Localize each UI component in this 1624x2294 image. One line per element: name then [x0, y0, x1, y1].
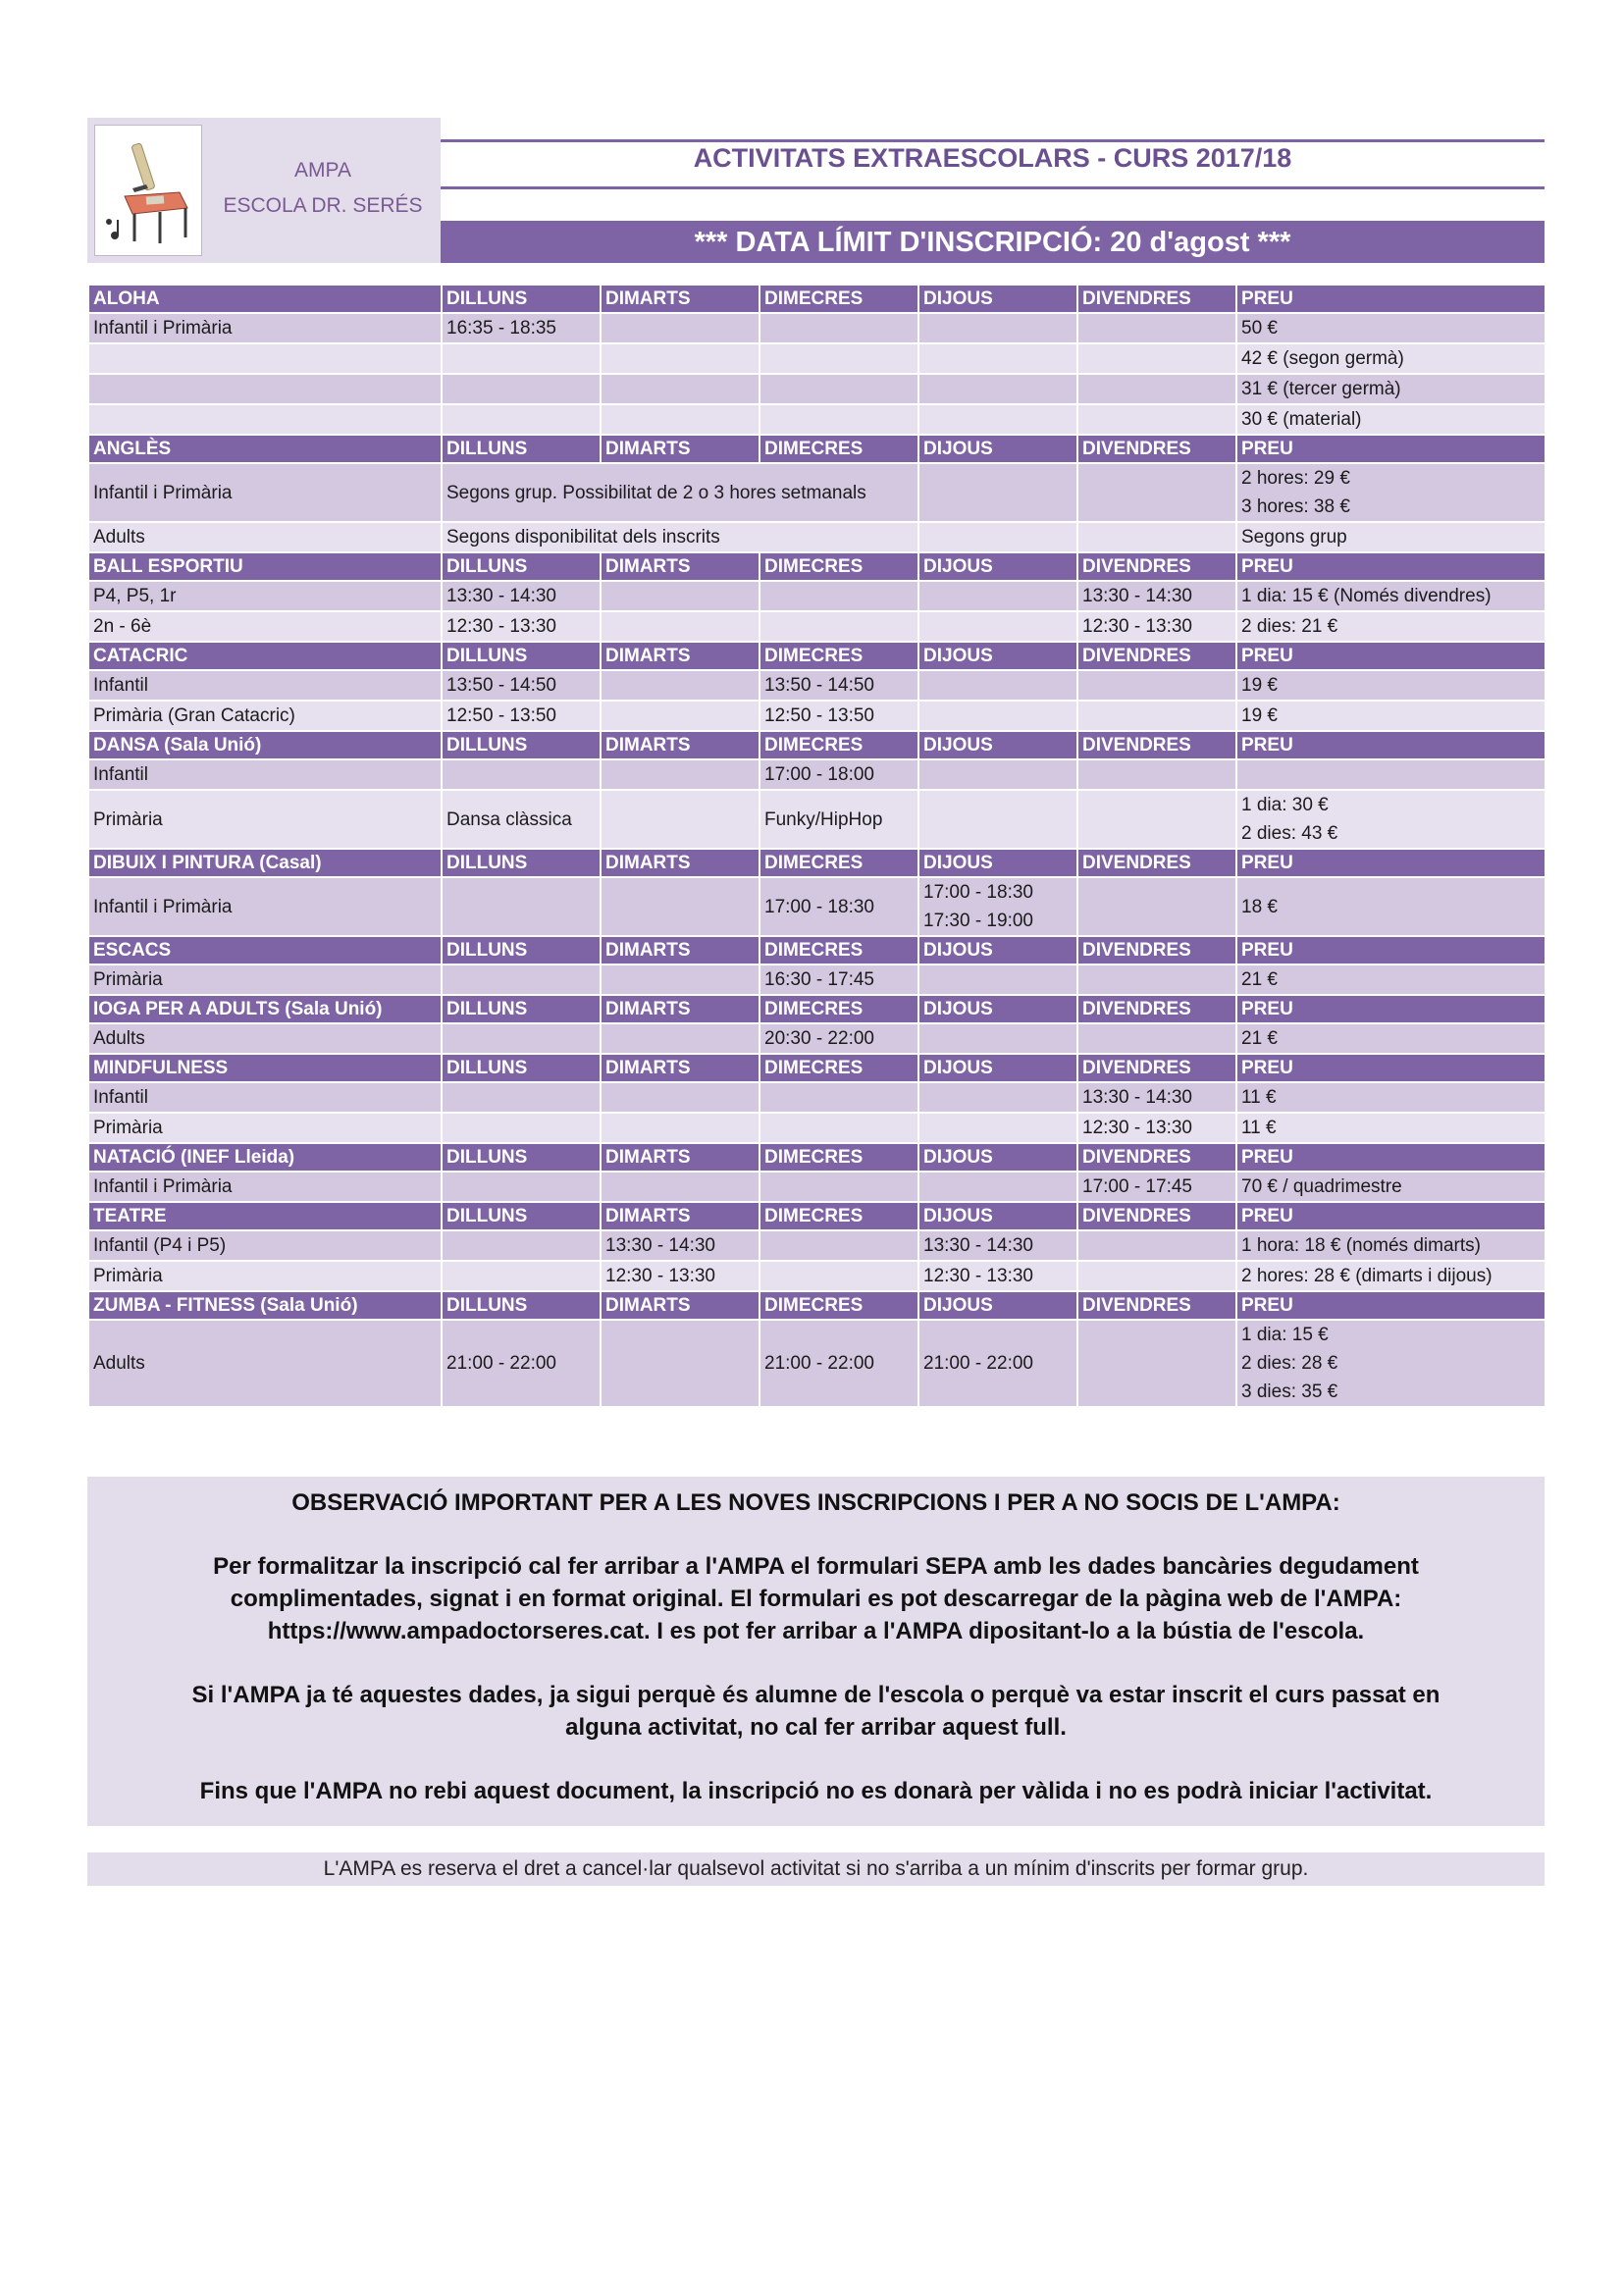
day-cell: 13:30 - 14:30 [1077, 581, 1236, 611]
price-cell [1236, 759, 1545, 790]
day-cell [601, 1113, 760, 1143]
day-cell [601, 581, 760, 611]
day-cell [760, 581, 918, 611]
day-cell [601, 670, 760, 701]
day-cell: 16:30 - 17:45 [760, 965, 918, 995]
schedule-note-cell: Segons disponibilitat dels inscrits [442, 522, 918, 552]
schedule-row [88, 701, 1545, 731]
day-header: DIMECRES [760, 642, 918, 670]
day-cell [601, 611, 760, 642]
notice-p1-line3: https://www.ampadoctorseres.cat. I es pot fer arribar a l'AMPA dipositant-lo a la bústia de l'escola. [267, 1618, 1365, 1644]
schedule-row [88, 1230, 1545, 1261]
day-cell [601, 965, 760, 995]
school-logo [94, 125, 202, 256]
day-cell [1077, 790, 1236, 849]
day-header: DIMARTS [601, 285, 760, 313]
day-header: DIMECRES [760, 995, 918, 1023]
day-header: DIJOUS [918, 1054, 1077, 1082]
day-header: DIJOUS [918, 849, 1077, 877]
schedule-row [88, 759, 1545, 790]
day-cell [1077, 374, 1236, 404]
day-cell [442, 343, 601, 374]
price-cell: 19 € [1236, 701, 1545, 731]
day-cell: 12:30 - 13:30 [442, 611, 601, 642]
day-cell [918, 313, 1077, 343]
day-header: DIMECRES [760, 552, 918, 581]
day-cell [1077, 1023, 1236, 1054]
day-cell [442, 965, 601, 995]
day-cell [918, 701, 1077, 731]
day-cell [601, 759, 760, 790]
schedule-row [88, 1320, 1545, 1407]
price-cell [1236, 790, 1545, 849]
activity-header-row [88, 1054, 1545, 1082]
day-header: DIJOUS [918, 285, 1077, 313]
day-cell: 12:30 - 13:30 [1077, 611, 1236, 642]
day-header: DIMECRES [760, 435, 918, 463]
activity-header-row [88, 995, 1545, 1023]
day-header: DIJOUS [918, 435, 1077, 463]
day-cell [760, 313, 918, 343]
group-cell: Infantil i Primària [88, 463, 442, 522]
page-header [87, 118, 1545, 263]
day-cell: 20:30 - 22:00 [760, 1023, 918, 1054]
day-cell [918, 1113, 1077, 1143]
day-cell [601, 1172, 760, 1202]
day-cell [918, 611, 1077, 642]
day-cell: 12:30 - 13:30 [601, 1261, 760, 1291]
day-cell [442, 1023, 601, 1054]
day-header: DIVENDRES [1077, 285, 1236, 313]
day-cell [760, 1113, 918, 1143]
activity-name: TEATRE [88, 1202, 442, 1230]
day-cell [601, 790, 760, 849]
activity-header-row [88, 552, 1545, 581]
day-cell: 21:00 - 22:00 [442, 1320, 601, 1407]
day-cell: 17:00 - 18:00 [760, 759, 918, 790]
day-header: DIMECRES [760, 285, 918, 313]
day-header: PREU [1236, 731, 1545, 759]
day-header: DIMECRES [760, 1202, 918, 1230]
price-line: 1 dia: 15 € [1241, 1325, 1329, 1345]
day-header: DILLUNS [442, 731, 601, 759]
day-cell [442, 877, 601, 936]
group-cell [88, 374, 442, 404]
day-cell [442, 1261, 601, 1291]
day-cell [1077, 1261, 1236, 1291]
price-cell: 1 dia: 15 € (Només divendres) [1236, 581, 1545, 611]
day-cell [760, 1172, 918, 1202]
day-cell [760, 1082, 918, 1113]
price-cell: 31 € (tercer germà) [1236, 374, 1545, 404]
price-cell: 21 € [1236, 965, 1545, 995]
day-header: DIMARTS [601, 731, 760, 759]
price-cell: 2 dies: 21 € [1236, 611, 1545, 642]
activity-name: DIBUIX I PINTURA (Casal) [88, 849, 442, 877]
schedule-row [88, 581, 1545, 611]
day-cell [442, 759, 601, 790]
day-header: DIJOUS [918, 552, 1077, 581]
day-cell [442, 374, 601, 404]
day-header: DIMARTS [601, 1202, 760, 1230]
day-cell [918, 965, 1077, 995]
activity-name: IOGA PER A ADULTS (Sala Unió) [88, 995, 442, 1023]
day-header: PREU [1236, 285, 1545, 313]
activity-name: NATACIÓ (INEF Lleida) [88, 1143, 442, 1172]
day-header: DIMARTS [601, 1143, 760, 1172]
day-cell [1077, 701, 1236, 731]
day-cell [442, 1082, 601, 1113]
activity-header-row [88, 1291, 1545, 1320]
day-cell [1077, 404, 1236, 435]
notice-title: OBSERVACIÓ IMPORTANT PER A LES NOVES INSCRIPCIONS I PER A NO SOCIS DE L'AMPA: [291, 1489, 1340, 1516]
schedule-row [88, 374, 1545, 404]
day-header: DIMECRES [760, 731, 918, 759]
day-cell: 13:50 - 14:50 [760, 670, 918, 701]
notice-p1-line1: Per formalitzar la inscripció cal fer arribar a l'AMPA el formulari SEPA amb les dades bancàries degudament [213, 1553, 1419, 1580]
day-header: PREU [1236, 435, 1545, 463]
day-header: DIMARTS [601, 995, 760, 1023]
schedule-row [88, 790, 1545, 849]
org-line-1: AMPA [294, 159, 351, 182]
schedule-table [87, 284, 1546, 1408]
activity-name: DANSA (Sala Unió) [88, 731, 442, 759]
day-cell [601, 374, 760, 404]
group-cell [88, 404, 442, 435]
price-cell [1236, 463, 1545, 522]
group-cell: 2n - 6è [88, 611, 442, 642]
day-header: DIVENDRES [1077, 552, 1236, 581]
day-cell [760, 611, 918, 642]
group-cell: Infantil i Primària [88, 1172, 442, 1202]
day-cell: 13:30 - 14:30 [918, 1230, 1077, 1261]
group-cell [88, 343, 442, 374]
schedule-row [88, 670, 1545, 701]
day-cell: 12:50 - 13:50 [760, 701, 918, 731]
day-cell [1077, 1320, 1236, 1407]
group-cell: Adults [88, 1320, 442, 1407]
day-header: PREU [1236, 1143, 1545, 1172]
day-header: DIVENDRES [1077, 1054, 1236, 1082]
price-cell: 19 € [1236, 670, 1545, 701]
day-cell [601, 1320, 760, 1407]
day-header: DIJOUS [918, 995, 1077, 1023]
schedule-row [88, 313, 1545, 343]
day-cell: Funky/HipHop [760, 790, 918, 849]
day-header: DIJOUS [918, 1202, 1077, 1230]
day-header: DIMARTS [601, 1291, 760, 1320]
day-cell: 17:00 - 18:30 [760, 877, 918, 936]
group-cell: Adults [88, 522, 442, 552]
group-cell: Infantil [88, 759, 442, 790]
day-header: DILLUNS [442, 552, 601, 581]
activity-header-row [88, 435, 1545, 463]
day-cell [601, 1023, 760, 1054]
day-header: DIMECRES [760, 1054, 918, 1082]
day-cell [1077, 1230, 1236, 1261]
day-header: DILLUNS [442, 1202, 601, 1230]
day-header: DIVENDRES [1077, 731, 1236, 759]
day-header: DILLUNS [442, 936, 601, 965]
day-header: DIMARTS [601, 435, 760, 463]
day-cell [601, 701, 760, 731]
day-cell [918, 522, 1077, 552]
group-cell: Infantil (P4 i P5) [88, 1230, 442, 1261]
ampa-name [215, 153, 431, 224]
footer-note: L'AMPA es reserva el dret a cancel·lar qualsevol activitat si no s'arriba a un mínim d'inscrits per formar grup. [87, 1852, 1545, 1886]
day-header: DIVENDRES [1077, 435, 1236, 463]
day-cell [442, 1230, 601, 1261]
day-cell: 12:30 - 13:30 [918, 1261, 1077, 1291]
day-cell: 21:00 - 22:00 [918, 1320, 1077, 1407]
schedule-row [88, 463, 1545, 522]
price-cell: 70 € / quadrimestre [1236, 1172, 1545, 1202]
day-cell [918, 759, 1077, 790]
price-line: 1 dia: 30 € [1241, 795, 1329, 815]
group-cell: Infantil i Primària [88, 877, 442, 936]
day-cell [918, 1082, 1077, 1113]
day-cell: Dansa clàssica [442, 790, 601, 849]
time-line: 17:30 - 19:00 [923, 911, 1033, 931]
day-cell [918, 877, 1077, 936]
day-cell: 13:50 - 14:50 [442, 670, 601, 701]
notice-p1-line2: complimentades, signat i en format original. El formulari es pot descarregar de la pàgina web de l'AMPA: [230, 1586, 1402, 1612]
activity-header-row [88, 642, 1545, 670]
day-cell: 12:50 - 13:50 [442, 701, 601, 731]
price-line: 3 dies: 35 € [1241, 1382, 1338, 1402]
day-cell [442, 1113, 601, 1143]
day-cell [1077, 313, 1236, 343]
group-cell: Primària [88, 1113, 442, 1143]
activity-name: ANGLÈS [88, 435, 442, 463]
group-cell: Infantil [88, 670, 442, 701]
activity-name: ZUMBA - FITNESS (Sala Unió) [88, 1291, 442, 1320]
schedule-row [88, 877, 1545, 936]
day-header: DIMECRES [760, 1291, 918, 1320]
schedule-row [88, 965, 1545, 995]
school-desk-logo-icon [95, 126, 201, 255]
price-line: 3 hores: 38 € [1241, 496, 1350, 517]
activity-header-row [88, 849, 1545, 877]
day-header: DIVENDRES [1077, 1143, 1236, 1172]
deadline-banner: *** DATA LÍMIT D'INSCRIPCIÓ: 20 d'agost *** [441, 221, 1545, 263]
group-cell: P4, P5, 1r [88, 581, 442, 611]
day-cell [1077, 463, 1236, 522]
day-header: DIJOUS [918, 936, 1077, 965]
day-header: DILLUNS [442, 285, 601, 313]
group-cell: Primària [88, 965, 442, 995]
day-header: DILLUNS [442, 1054, 601, 1082]
schedule-row [88, 522, 1545, 552]
day-cell: 13:30 - 14:30 [1077, 1082, 1236, 1113]
day-header: DILLUNS [442, 1291, 601, 1320]
day-cell [760, 374, 918, 404]
price-line: 2 dies: 28 € [1241, 1353, 1338, 1374]
day-cell [760, 1230, 918, 1261]
document-title: ACTIVITATS EXTRAESCOLARS - CURS 2017/18 [693, 143, 1292, 173]
activity-header-row [88, 285, 1545, 313]
day-header: PREU [1236, 995, 1545, 1023]
notice-p2-line2: alguna activitat, no cal fer arribar aquest full. [565, 1714, 1067, 1741]
day-cell [918, 790, 1077, 849]
day-cell [601, 877, 760, 936]
schedule-row [88, 611, 1545, 642]
price-cell: Segons grup [1236, 522, 1545, 552]
activity-name: CATACRIC [88, 642, 442, 670]
group-cell: Infantil [88, 1082, 442, 1113]
price-cell [1236, 1320, 1545, 1407]
day-header: DIMECRES [760, 936, 918, 965]
day-cell [1077, 877, 1236, 936]
day-header: DILLUNS [442, 849, 601, 877]
day-cell [918, 581, 1077, 611]
day-header: DIMARTS [601, 642, 760, 670]
schedule-row [88, 1023, 1545, 1054]
day-header: PREU [1236, 1054, 1545, 1082]
day-header: DIJOUS [918, 642, 1077, 670]
group-cell: Adults [88, 1023, 442, 1054]
day-cell [1077, 759, 1236, 790]
day-cell [918, 374, 1077, 404]
day-cell [918, 463, 1077, 522]
group-cell: Primària [88, 790, 442, 849]
day-cell: 12:30 - 13:30 [1077, 1113, 1236, 1143]
day-header: DIJOUS [918, 731, 1077, 759]
time-line: 17:00 - 18:30 [923, 882, 1033, 903]
day-header: PREU [1236, 552, 1545, 581]
day-header: PREU [1236, 849, 1545, 877]
org-line-2: ESCOLA DR. SERÉS [223, 194, 423, 217]
price-cell: 11 € [1236, 1113, 1545, 1143]
day-header: DIVENDRES [1077, 1291, 1236, 1320]
day-cell: 17:00 - 17:45 [1077, 1172, 1236, 1202]
group-cell: Infantil i Primària [88, 313, 442, 343]
price-cell: 42 € (segon germà) [1236, 343, 1545, 374]
logo-panel [87, 118, 441, 263]
day-cell: 21:00 - 22:00 [760, 1320, 918, 1407]
schedule-row [88, 1082, 1545, 1113]
day-header: PREU [1236, 936, 1545, 965]
day-header: DIJOUS [918, 1291, 1077, 1320]
day-header: PREU [1236, 642, 1545, 670]
price-line: 2 dies: 43 € [1241, 823, 1338, 844]
day-header: DIVENDRES [1077, 936, 1236, 965]
group-cell: Primària [88, 1261, 442, 1291]
price-cell: 30 € (material) [1236, 404, 1545, 435]
day-cell: 13:30 - 14:30 [442, 581, 601, 611]
schedule-note-cell: Segons grup. Possibilitat de 2 o 3 hores setmanals [442, 463, 918, 522]
activity-name: ESCACS [88, 936, 442, 965]
day-cell [918, 1023, 1077, 1054]
important-notice [87, 1477, 1545, 1826]
day-header: DIJOUS [918, 1143, 1077, 1172]
day-cell [1077, 965, 1236, 995]
activity-header-row [88, 936, 1545, 965]
day-cell [918, 404, 1077, 435]
schedule-row [88, 404, 1545, 435]
day-header: DIMARTS [601, 1054, 760, 1082]
day-cell [1077, 522, 1236, 552]
price-line: 2 hores: 29 € [1241, 468, 1350, 489]
price-cell: 2 hores: 28 € (dimarts i dijous) [1236, 1261, 1545, 1291]
day-cell [601, 1082, 760, 1113]
day-header: DIVENDRES [1077, 642, 1236, 670]
price-cell: 11 € [1236, 1082, 1545, 1113]
activity-name: ALOHA [88, 285, 442, 313]
schedule-row [88, 343, 1545, 374]
notice-p2-line1: Si l'AMPA ja té aquestes dades, ja sigui perquè és alumne de l'escola o perquè va estar inscrit el curs passat en [191, 1682, 1441, 1708]
day-cell [1077, 670, 1236, 701]
day-cell: 13:30 - 14:30 [601, 1230, 760, 1261]
activity-header-row [88, 1202, 1545, 1230]
title-rule-bottom [441, 186, 1545, 189]
day-cell [442, 404, 601, 435]
day-header: DIVENDRES [1077, 995, 1236, 1023]
day-cell: 16:35 - 18:35 [442, 313, 601, 343]
day-cell [601, 343, 760, 374]
activity-header-row [88, 1143, 1545, 1172]
day-header: DIVENDRES [1077, 1202, 1236, 1230]
activity-name: MINDFULNESS [88, 1054, 442, 1082]
day-cell [760, 1261, 918, 1291]
day-header: DILLUNS [442, 642, 601, 670]
day-cell [918, 343, 1077, 374]
day-header: DILLUNS [442, 435, 601, 463]
day-cell [442, 1172, 601, 1202]
schedule-row [88, 1113, 1545, 1143]
day-cell [918, 1172, 1077, 1202]
day-cell [918, 670, 1077, 701]
day-header: PREU [1236, 1202, 1545, 1230]
price-cell: 1 hora: 18 € (només dimarts) [1236, 1230, 1545, 1261]
day-header: DIMARTS [601, 552, 760, 581]
day-header: PREU [1236, 1291, 1545, 1320]
day-header: DILLUNS [442, 1143, 601, 1172]
day-header: DIMARTS [601, 936, 760, 965]
day-header: DIMARTS [601, 849, 760, 877]
day-cell [601, 313, 760, 343]
price-cell: 21 € [1236, 1023, 1545, 1054]
schedule-row [88, 1172, 1545, 1202]
schedule-row [88, 1261, 1545, 1291]
price-cell: 50 € [1236, 313, 1545, 343]
day-header: DIMECRES [760, 1143, 918, 1172]
group-cell: Primària (Gran Catacric) [88, 701, 442, 731]
day-cell [601, 404, 760, 435]
price-cell: 18 € [1236, 877, 1545, 936]
day-cell [760, 343, 918, 374]
day-cell [1077, 343, 1236, 374]
activity-name: BALL ESPORTIU [88, 552, 442, 581]
notice-p3: Fins que l'AMPA no rebi aquest document, la inscripció no es donarà per vàlida i no es podrà iniciar l'activitat. [199, 1778, 1433, 1804]
day-header: DIMECRES [760, 849, 918, 877]
day-header: DILLUNS [442, 995, 601, 1023]
title-rule-top [441, 139, 1545, 142]
day-cell [760, 404, 918, 435]
activity-header-row [88, 731, 1545, 759]
day-header: DIVENDRES [1077, 849, 1236, 877]
